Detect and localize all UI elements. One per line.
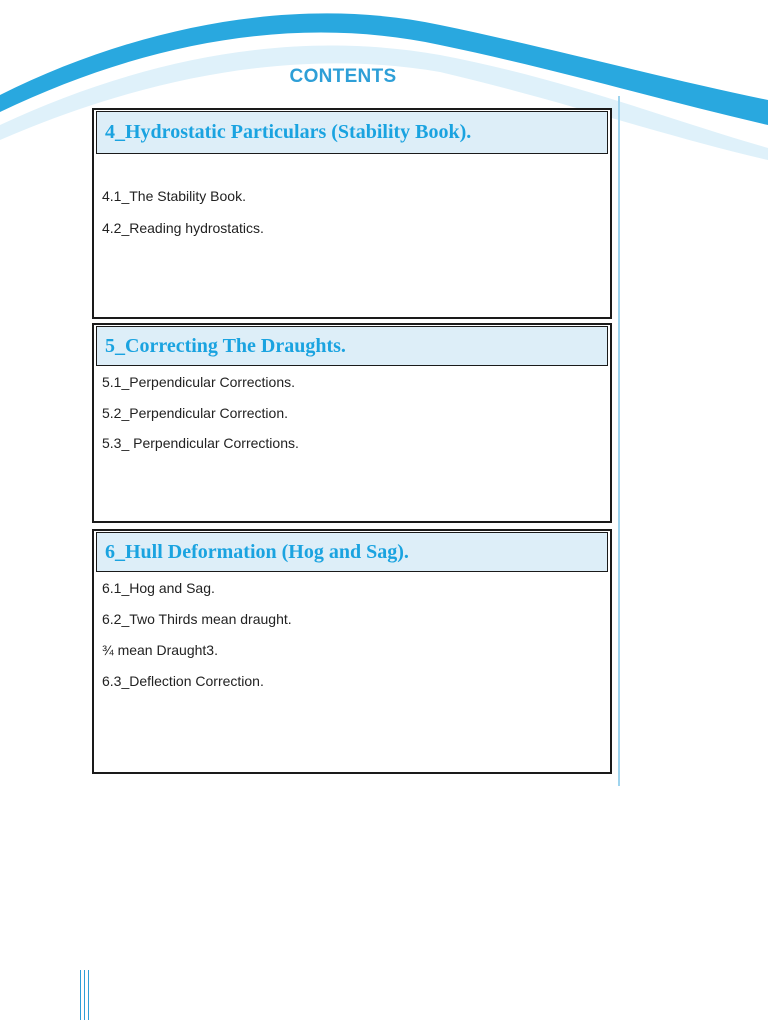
bottom-rule-line bbox=[84, 970, 85, 1020]
list-item: 6.2_Two Thirds mean draught. bbox=[102, 611, 292, 627]
list-item: 5.2_Perpendicular Correction. bbox=[102, 405, 288, 421]
list-item: 5.1_Perpendicular Corrections. bbox=[102, 374, 295, 390]
contents-section-4 bbox=[92, 108, 612, 319]
section-heading: 5_Correcting The Draughts. bbox=[96, 326, 608, 366]
bottom-rule-line bbox=[88, 970, 89, 1020]
section-heading: 4_Hydrostatic Particulars (Stability Book). bbox=[96, 111, 608, 154]
list-item: 4.1_The Stability Book. bbox=[102, 188, 246, 204]
section-heading: 6_Hull Deformation (Hog and Sag). bbox=[96, 532, 608, 572]
list-item: 5.3_ Perpendicular Corrections. bbox=[102, 435, 299, 451]
page-title: CONTENTS bbox=[289, 66, 397, 87]
contents-section-6 bbox=[92, 529, 612, 774]
list-item: 6.1_Hog and Sag. bbox=[102, 580, 215, 596]
list-item: 4.2_Reading hydrostatics. bbox=[102, 220, 264, 236]
right-margin-rule bbox=[618, 96, 620, 786]
list-item: ¾ mean Draught3. bbox=[102, 642, 218, 658]
list-item: 6.3_Deflection Correction. bbox=[102, 673, 264, 689]
bottom-rule-line bbox=[80, 970, 81, 1020]
contents-section-5 bbox=[92, 323, 612, 523]
